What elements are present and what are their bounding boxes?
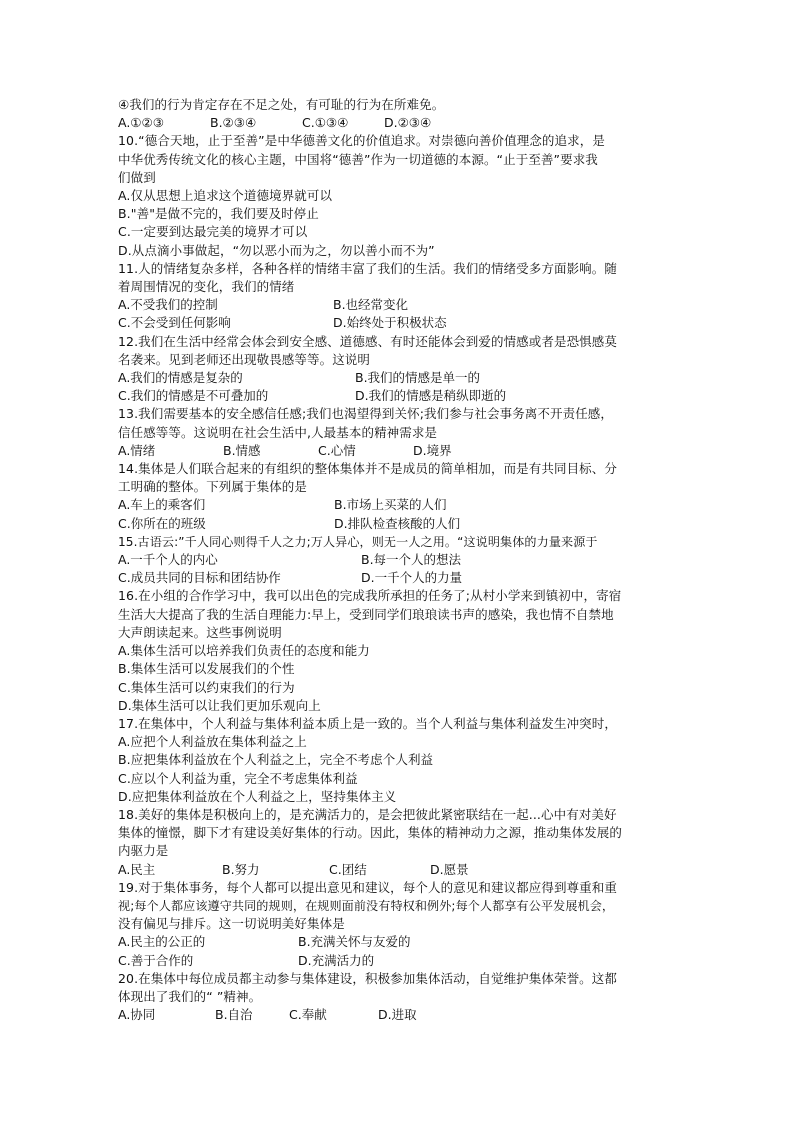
q20-options (118, 1006, 680, 1024)
q10-stem-line: 们做到 (118, 169, 156, 185)
q14-option-d: D.排队检查核酸的人们 (334, 515, 461, 531)
q10-option-d: D.从点滴小事做起，“勿以恶小而为之，勿以善小而不为” (118, 242, 435, 258)
q10-option-a: A.仅从思想上追求这个道德境界就可以 (118, 188, 333, 204)
q10-option-c: C.一定要到达最完美的境界才可以 (118, 224, 308, 240)
q13-option-a: A.情绪 (118, 442, 156, 458)
q13-option-b: B.情感 (223, 442, 261, 458)
q16-option-a: A.集体生活可以培养我们负责任的态度和能力 (118, 643, 370, 659)
q12-options-row (118, 369, 680, 387)
q20-option-b: B.自治 (215, 1007, 253, 1023)
q15-stem-line: 15.古语云:”千人同心则得千人之力;万人异心，则无一人之用。“这说明集体的力量来源于 (118, 534, 598, 549)
q17-option-b: B.应把集体利益放在个人利益之上，完全不考虑个人利益 (118, 752, 434, 768)
q9-option-d: D.②③④ (384, 115, 432, 131)
q14-stem-line: 14.集体是人们联合起来的有组织的整体集体并不是成员的简单相加，而是有共同目标、分 (118, 461, 617, 477)
q18-option-b: B.努力 (222, 861, 260, 877)
q14-option-b: B.市场上买菜的人们 (334, 497, 447, 513)
q14-options-row (118, 515, 680, 533)
q18-stem-line: 集体的憧憬，脚下才有建设美好集体的行动。因此，集体的精神动力之源，推动集体发展的 (118, 825, 623, 841)
q16-stem-line: 生活大大提高了我的生活自理能力:早上，受到同学们琅琅读书声的感染，我也情不自禁地 (118, 606, 614, 622)
q15-option-c: C.成员共同的目标和团结协作 (118, 570, 281, 586)
q17-option-d: D.应把集体利益放在个人利益之上，坚持集体主义 (118, 788, 397, 804)
q12-options-row (118, 387, 680, 405)
q16-option-b: B.集体生活可以发展我们的个性 (118, 661, 295, 677)
q11-option-c: C.不会受到任何影响 (118, 315, 231, 331)
q9-option-c: C.①③④ (302, 115, 349, 131)
q20-option-d: D.进取 (378, 1007, 417, 1023)
q13-stem-line: 13.我们需要基本的安全感信任感;我们也渴望得到关怀;我们参与社会事务离不开责任感， (118, 406, 614, 422)
q15-option-d: D.一千个人的力量 (361, 570, 463, 586)
q15-option-a: A.一千个人的内心 (118, 552, 218, 568)
q18-option-c: C.团结 (329, 861, 367, 877)
q20-option-a: A.协同 (118, 1007, 156, 1023)
q19-options-row (118, 933, 680, 951)
q20-option-c: C.奉献 (289, 1007, 327, 1023)
q18-option-d: D.愿景 (430, 861, 469, 877)
exam-page (118, 96, 680, 1024)
q19-option-c: C.善于合作的 (118, 952, 194, 968)
q14-stem-line: 工明确的整体。下列属于集体的是 (118, 479, 308, 495)
q19-options-row (118, 952, 680, 970)
q19-option-a: A.民主的公正的 (118, 934, 206, 950)
q16-option-d: D.集体生活可以让我们更加乐观向上 (118, 697, 321, 713)
q19-option-d: D.充满活力的 (298, 952, 375, 968)
q13-option-c: C.心情 (318, 442, 356, 458)
q14-option-a: A.车上的乘客们 (118, 497, 206, 513)
q16-stem-line: 大声朗读起来。这些事例说明 (118, 624, 282, 640)
q13-options (118, 442, 680, 460)
q10-stem-line: 10.“德合天地，止于至善”是中华德善文化的价值追求。对崇德向善价值理念的追求，是 (118, 133, 605, 149)
q15-option-b: B.每一个人的想法 (361, 552, 462, 568)
q17-option-c: C.应以个人利益为重，完全不考虑集体利益 (118, 770, 358, 786)
q13-option-d: D.境界 (413, 442, 452, 458)
q16-option-c: C.集体生活可以约束我们的行为 (118, 679, 295, 695)
q18-options (118, 861, 680, 879)
q14-options-row (118, 496, 680, 514)
q10-stem-line: 中华优秀传统文化的核心主题，中国将“德善”作为一切道德的本源。“止于至善”要求我 (118, 151, 598, 167)
q11-option-b: B.也经常变化 (333, 297, 409, 313)
q11-stem-line: 着周围情况的变化，我们的情绪 (118, 279, 295, 295)
q10-option-b: B."善"是做不完的，我们要及时停止 (118, 206, 319, 222)
q11-options-row (118, 296, 680, 314)
q12-option-a: A.我们的情感是复杂的 (118, 370, 243, 386)
q9-option-b: B.②③④ (210, 115, 257, 131)
q11-stem-line: 11.人的情绪复杂多样，各种各样的情绪丰富了我们的生活。我们的情绪受多方面影响。随 (118, 260, 617, 276)
q12-stem-line: 12.我们在生活中经常会体会到安全感、道德感、有时还能体会到爱的情感或者是恐惧感莫 (118, 333, 617, 349)
q18-stem-line: 内驱力是 (118, 843, 169, 859)
q11-options-row (118, 314, 680, 332)
q19-stem-line: 19.对于集体事务，每个人都可以提出意见和建议，每个人的意见和建议都应得到尊重和重 (118, 879, 617, 895)
q19-stem-line: 视;每个人都应该遵守共同的规则，在规则面前没有特权和例外;每个人都享有公平发展机会， (118, 898, 615, 913)
q11-option-a: A.不受我们的控制 (118, 297, 218, 313)
q19-option-b: B.充满关怀与友爱的 (298, 934, 411, 950)
q20-stem-line: 20.在集体中每位成员都主动参与集体建设，积极参加集体活动，自觉维护集体荣誉。这都 (118, 970, 617, 986)
q20-stem-line: 体现出了我们的“ ”精神。 (118, 988, 262, 1004)
q9-statement-4: ④我们的行为肯定存在不足之处，有可耻的行为在所难免。 (118, 97, 445, 112)
q17-option-a: A.应把个人利益放在集体利益之上 (118, 734, 307, 750)
q9-option-a: A.①②③ (118, 115, 164, 131)
q19-stem-line: 没有偏见与排斥。这一切说明美好集体是 (118, 916, 345, 932)
q13-stem-line: 信任感等等。这说明在社会生活中,人最基本的精神需求是 (118, 424, 438, 440)
q15-options-row (118, 551, 680, 569)
q11-option-d: D.始终处于积极状态 (333, 315, 447, 331)
q16-stem-line: 16.在小组的合作学习中，我可以出色的完成我所承担的任务了;从村小学来到镇初中，寄宿 (118, 588, 622, 604)
q18-stem-line: 18.美好的集体是积极向上的，是充满活力的，是会把彼此紧密联结在一起...心中有对美好 (118, 806, 617, 822)
q17-stem-line: 17.在集体中，个人利益与集体利益本质上是一致的。当个人利益与集体利益发生冲突时， (118, 715, 617, 731)
q12-option-b: B.我们的情感是单一的 (355, 370, 481, 386)
q14-option-c: C.你所在的班级 (118, 515, 206, 531)
q12-stem-line: 名袭来。见到老师还出现敬畏感等等。这说明 (118, 351, 371, 367)
q12-option-c: C.我们的情感是不可叠加的 (118, 388, 269, 404)
q18-option-a: A.民主 (118, 861, 156, 877)
q15-options-row (118, 569, 680, 587)
q9-options (118, 114, 680, 132)
q12-option-d: D.我们的情感是稍纵即逝的 (355, 388, 507, 404)
